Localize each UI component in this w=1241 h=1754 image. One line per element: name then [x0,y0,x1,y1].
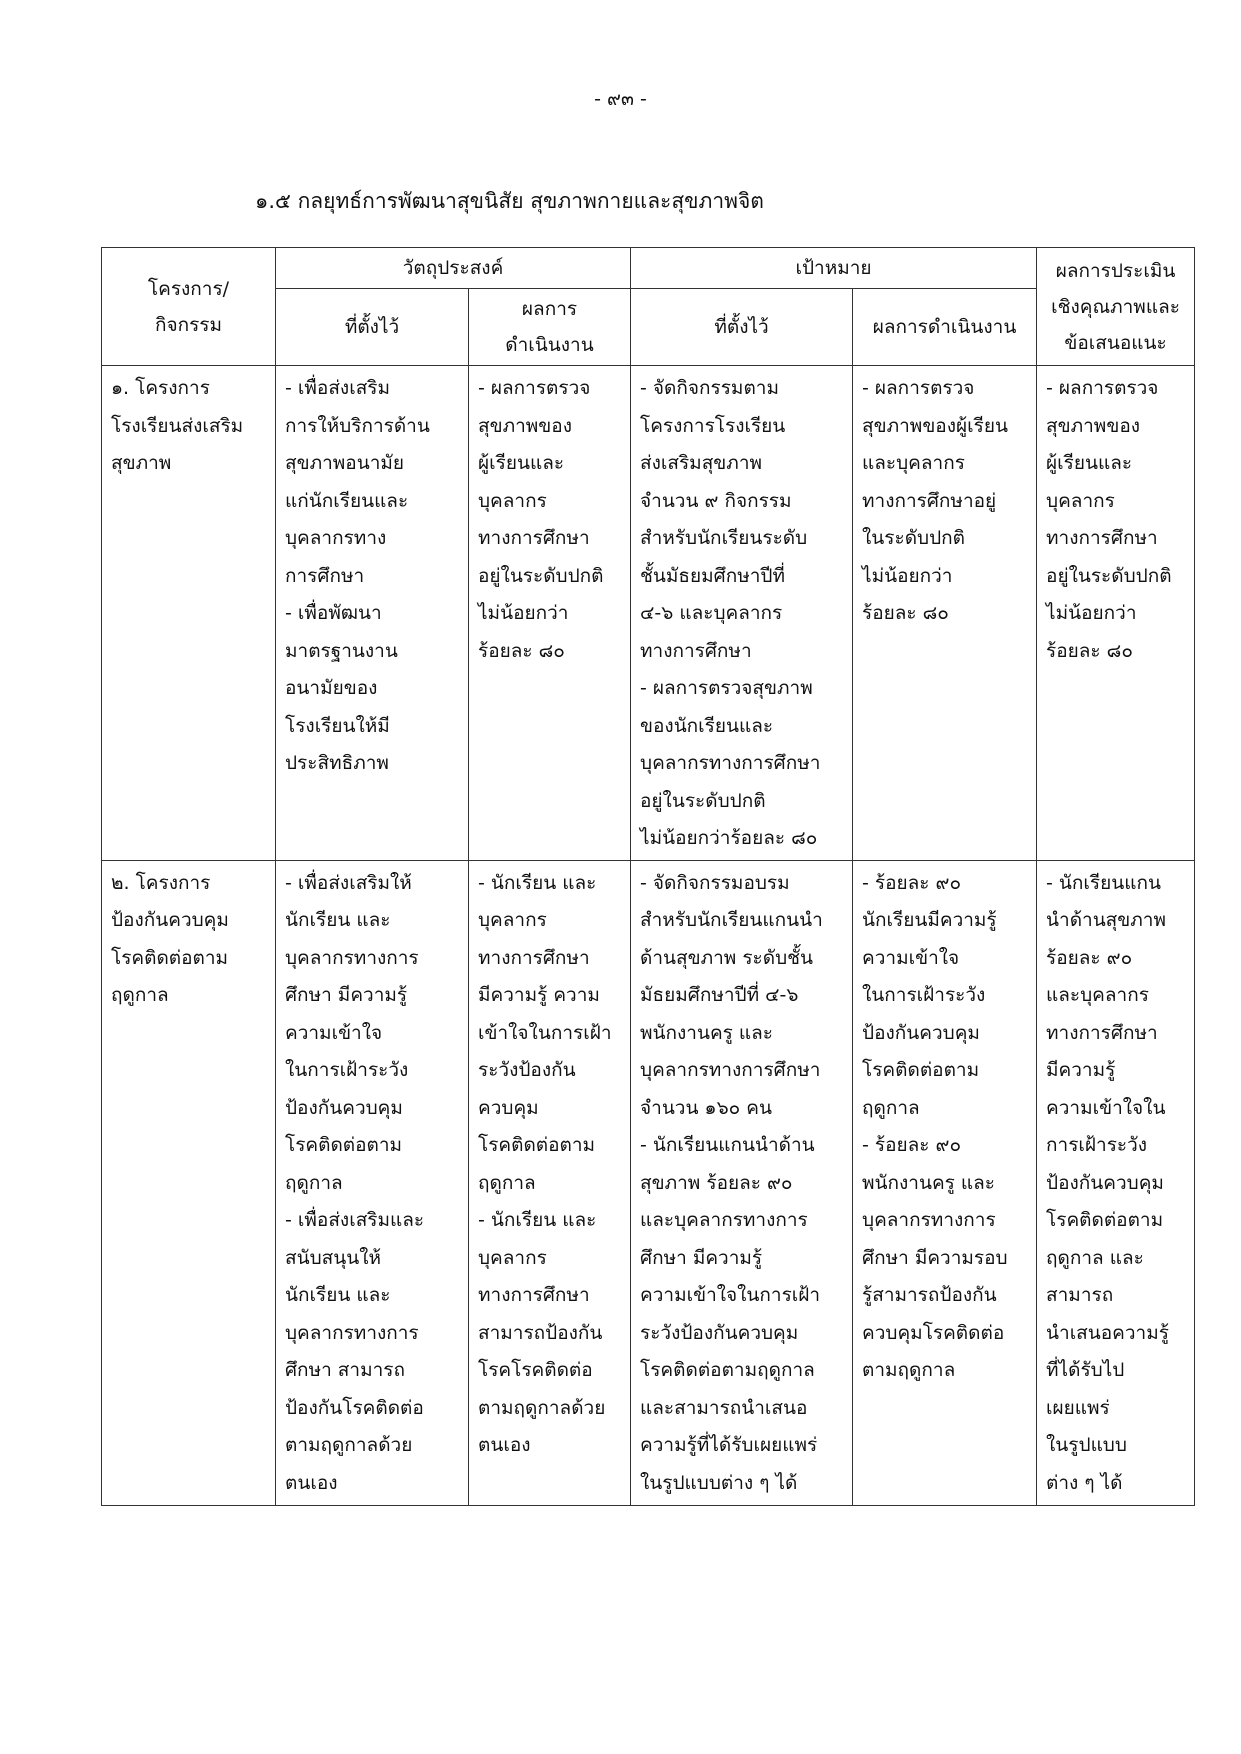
text-line: ไม่น้อยกว่าร้อยละ ๘๐ [640,827,818,849]
text-line: - นักเรียนแกนนำด้าน [640,1134,815,1156]
text-line: สามารถ [1046,1284,1114,1306]
text-line: บุคลากร [478,489,547,512]
text-line: รู้สามารถป้องกัน [862,1284,997,1306]
text-line: สุขภาพของ [478,414,572,437]
text-line: มัธยมศึกษาปีที่ ๔-๖ [640,984,799,1006]
header-target: เป้าหมาย [631,248,1037,289]
text-line: บุคลากรทางการศึกษา [640,1059,821,1081]
text-line: โรงเรียนส่งเสริม [111,414,244,437]
text-line: โรคติดต่อตาม [862,1059,980,1081]
text-line: โรคติดต่อตาม [285,1134,403,1156]
text-line: ร้อยละ ๘๐ [478,639,565,662]
text-line: - นักเรียน และ [478,1209,597,1231]
text-line: ป้องกันควบคุม [1046,1171,1164,1194]
text-line: ระวังป้องกัน [478,1059,576,1081]
text-line: ศึกษา สามารถ [285,1359,405,1381]
text-line: การให้บริการด้าน [285,414,430,437]
text-line: อยู่ในระดับปกติ [478,564,604,587]
text-line: การเฝ้าระวัง [1046,1134,1148,1156]
text-line: ความเข้าใจ [862,946,960,969]
text-line: ไม่น้อยกว่า [478,602,569,624]
text-line: บุคลากรทาง [285,527,387,549]
text-line: ศึกษา มีความรู้ [640,1246,763,1269]
text-line: ทางการศึกษาอยู่ [862,489,997,512]
text-line: - นักเรียน และ [478,871,597,894]
strategy-table [101,247,1195,1506]
text-line: - จัดกิจกรรมตาม [640,377,779,399]
text-line: - จัดกิจกรรมอบรม [640,871,790,894]
page-number: - ๙๓ - [594,88,647,110]
text-line: โรคติดต่อตาม [478,1134,596,1156]
text-line: - ผลการตรวจ [1046,377,1159,399]
text-line: บุคลากรทางการ [285,1321,419,1344]
header-objective-result [469,289,631,366]
cell-objective-set [276,366,469,861]
text-line: อนามัยของ [285,677,378,699]
cell-target-result [853,860,1037,1505]
text-line: สำหรับนักเรียนระดับ [640,527,808,549]
text-line: - เพื่อส่งเสริม [285,377,391,399]
text-line: ๑. โครงการ [111,377,210,399]
text-line: - ร้อยละ ๙๐ [862,1134,962,1156]
text-line: ป้องกันควบคุม [285,1096,403,1119]
table-row [102,366,1195,861]
text-line: มีความรู้ ความ [478,984,600,1006]
text-line: นักเรียน และ [285,909,391,931]
text-line: ทางการศึกษา [1046,527,1158,549]
text-line: - ผลการตรวจ [862,377,975,399]
text-line: ผลการ [521,298,578,320]
header-target-set: ที่ตั้งไว้ [631,289,853,366]
cell-target-set [631,860,853,1505]
cell-objective-result [469,366,631,861]
header-target-result: ผลการดำเนินงาน [853,289,1037,366]
text-line: นักเรียน และ [285,1284,391,1306]
text-line: ฤดูกาล [862,1096,920,1119]
text-line: นำด้านสุขภาพ [1046,909,1166,931]
text-line: และสามารถนำเสนอ [640,1396,808,1419]
text-line: เชิงคุณภาพและ [1051,295,1180,318]
text-line: ผู้เรียนและ [478,452,565,474]
text-line: มีความรู้ [1046,1059,1116,1081]
text-line: ทางการศึกษา [478,946,590,969]
text-line: เข้าใจในการเฝ้า [478,1021,612,1044]
text-line: โรคติดต่อตามฤดูกาล [640,1359,815,1381]
text-line: สุขภาพอนามัย [285,452,405,474]
text-line: - ร้อยละ ๙๐ [862,871,962,894]
text-line: ในระดับปกติ [862,527,965,549]
text-line: จำนวน ๑๖๐ คน [640,1096,772,1119]
text-line: แก่นักเรียนและ [285,489,409,512]
cell-evaluation [1037,860,1195,1505]
text-line: เผยแพร่ [1046,1396,1110,1419]
text-line: ป้องกันโรคติดต่อ [285,1396,424,1419]
header-evaluation [1037,248,1195,366]
header-objective-set: ที่ตั้งไว้ [276,289,469,366]
text-line: สุขภาพของ [1046,414,1141,437]
text-line: ในรูปแบบต่าง ๆ ได้ [640,1471,798,1494]
text-line: ความเข้าใจใน [1046,1096,1166,1119]
text-line: - นักเรียนแกน [1046,871,1161,894]
cell-project [102,860,276,1505]
text-line: บุคลากรทางการ [285,946,419,969]
text-line: โครงการ/ [147,277,230,300]
cell-target-set [631,366,853,861]
text-line: ป้องกันควบคุม [862,1021,980,1044]
text-line: ของนักเรียนและ [640,714,774,737]
text-line: ๔-๖ และบุคลากร [640,602,783,624]
text-line: และบุคลากร [1046,984,1149,1006]
text-line: ร้อยละ ๙๐ [1046,946,1133,969]
text-line: ฤดูกาล [478,1171,536,1194]
cell-objective-set [276,860,469,1505]
text-line: ระวังป้องกันควบคุม [640,1321,799,1344]
text-line: ที่ได้รับไป [1046,1359,1125,1381]
text-line: สำหรับนักเรียนแกนนำ [640,909,823,931]
header-project [102,248,276,366]
text-line: และบุคลากรทางการ [640,1209,808,1231]
text-line: ผู้เรียนและ [1046,452,1133,474]
text-line: ไม่น้อยกว่า [1046,602,1137,624]
text-line: ด้านสุขภาพ ระดับชั้น [640,946,814,969]
text-line: ป้องกันควบคุม [111,909,229,931]
text-line: ดำเนินงาน [505,334,594,356]
text-line: โรคโรคติดต่อ [478,1359,593,1381]
text-line: การศึกษา [285,564,365,587]
text-line: ในการเฝ้าระวัง [862,984,986,1006]
text-line: โรคติดต่อตาม [111,946,229,969]
text-line: - ผลการตรวจสุขภาพ [640,677,813,699]
text-line: ตามฤดูกาล [862,1359,956,1381]
text-line: สามารถป้องกัน [478,1321,603,1344]
text-line: สุขภาพ ร้อยละ ๙๐ [640,1171,793,1194]
text-line: ในรูปแบบ [1046,1434,1127,1456]
text-line: ข้อเสนอแนะ [1064,331,1167,354]
text-line: กิจกรรม [154,313,223,336]
header-objective: วัตถุประสงค์ [276,248,631,289]
text-line: ฤดูกาล และ [1046,1246,1144,1269]
text-line: บุคลากรทางการศึกษา [640,752,821,774]
text-line: ส่งเสริมสุขภาพ [640,452,763,474]
text-line: ตามฤดูกาลด้วย [285,1434,413,1456]
text-line: - เพื่อส่งเสริมให้ [285,871,412,894]
text-line: ทางการศึกษา [478,1284,590,1306]
text-line: อยู่ในระดับปกติ [1046,564,1172,587]
cell-project [102,366,276,861]
text-line: พนักงานครู และ [640,1021,774,1044]
cell-evaluation [1037,366,1195,861]
text-line: นักเรียนมีความรู้ [862,909,997,931]
text-line: ต่าง ๆ ได้ [1046,1471,1123,1494]
text-line: - ผลการตรวจ [478,377,591,399]
text-line: สุขภาพของผู้เรียน [862,414,1008,437]
text-line: และบุคลากร [862,452,965,474]
text-line: ชั้นมัธยมศึกษาปีที่ [640,564,786,587]
text-line: ตนเอง [285,1471,338,1494]
text-line: ตนเอง [478,1434,531,1456]
text-line: บุคลากร [478,909,547,931]
text-line: โครงการโรงเรียน [640,414,786,437]
text-line: ทางการศึกษา [478,527,590,549]
text-line: โรคติดต่อตาม [1046,1209,1164,1231]
text-line: ความรู้ที่ได้รับเผยแพร่ [640,1434,818,1456]
text-line: ผลการประเมิน [1055,259,1176,282]
text-line: พนักงานครู และ [862,1171,996,1194]
text-line: นำเสนอความรู้ [1046,1321,1169,1344]
text-line: ศึกษา มีความรู้ [285,984,408,1006]
text-line: ร้อยละ ๘๐ [862,602,949,624]
text-line: ความเข้าใจ [285,1021,383,1044]
text-line: ฤดูกาล [285,1171,343,1194]
text-line: ควบคุม [478,1096,539,1119]
text-line: - เพื่อพัฒนา [285,602,382,624]
table-row [102,860,1195,1505]
text-line: ไม่น้อยกว่า [862,564,953,587]
text-line: ทางการศึกษา [1046,1021,1158,1044]
text-line: บุคลากร [478,1246,547,1269]
text-line: โรงเรียนให้มี [285,714,390,737]
text-line: ๒. โครงการ [111,871,211,894]
text-line: ควบคุมโรคติดต่อ [862,1321,1005,1344]
text-line: บุคลากร [1046,489,1115,512]
text-line: จำนวน ๙ กิจกรรม [640,489,792,512]
text-line: มาตรฐานงาน [285,639,398,662]
text-line: ศึกษา มีความรอบ [862,1246,1008,1269]
text-line: ฤดูกาล [111,984,169,1006]
text-line: สนับสนุนให้ [285,1246,382,1269]
text-line: สุขภาพ [111,452,172,474]
section-title: ๑.๕ กลยุทธ์การพัฒนาสุขนิสัย สุขภาพกายและสุขภาพจิต [255,189,764,213]
text-line: ร้อยละ ๘๐ [1046,639,1133,662]
text-line: - เพื่อส่งเสริมและ [285,1209,425,1231]
text-line: บุคลากรทางการ [862,1209,996,1231]
text-line: ประสิทธิภาพ [285,752,389,774]
cell-target-result [853,366,1037,861]
cell-objective-result [469,860,631,1505]
text-line: อยู่ในระดับปกติ [640,789,766,812]
text-line: ในการเฝ้าระวัง [285,1059,409,1081]
text-line: ตามฤดูกาลด้วย [478,1396,606,1419]
text-line: ความเข้าใจในการเฝ้า [640,1284,821,1306]
text-line: ทางการศึกษา [640,639,752,662]
